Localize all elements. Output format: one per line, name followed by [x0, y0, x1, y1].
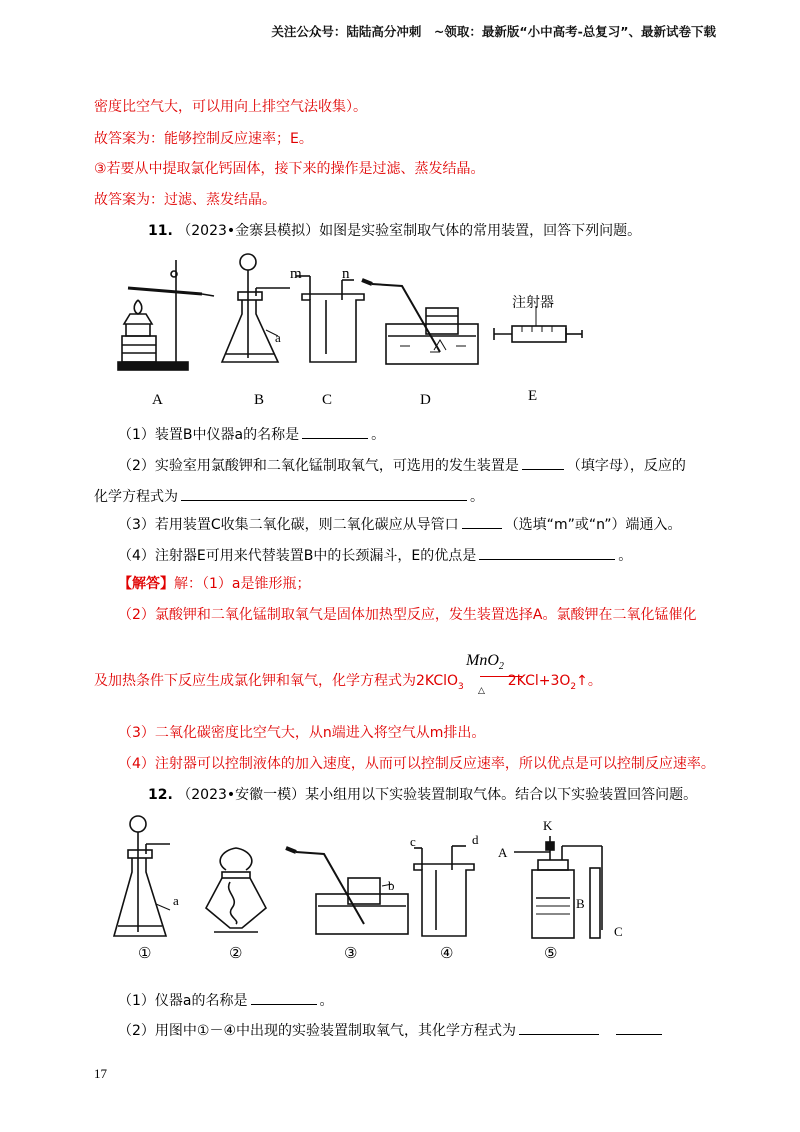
q11-answer-3: 及加热条件下反应生成氯化钾和氧气，化学方程式为2KClO$_3$ $2KCl+3O_2↑$。	[94, 673, 602, 692]
answer-blank[interactable]	[479, 545, 615, 560]
label-d: d	[472, 832, 479, 847]
answer-blank[interactable]	[251, 990, 317, 1005]
label-A: A	[498, 845, 508, 860]
q11-part-2: （2）实验室用氯酸钾和二氧化锰制取氧气，可选用的发生装置是 （填字母），反应的	[118, 455, 686, 475]
fig-label-3: ③	[344, 946, 358, 962]
question-text: （2023•安徽一模）某小组用以下实验装置制取气体。结合以下实验装置回答问题。	[177, 787, 698, 803]
answer-blank[interactable]	[462, 514, 502, 529]
answer-line: 故答案为：能够控制反应速率；E。	[94, 131, 313, 147]
fig-label-D: D	[420, 392, 431, 408]
answer-blank[interactable]	[181, 486, 467, 501]
question-text: （2023•金寨县模拟）如图是实验室制取气体的常用装置，回答下列问题。	[177, 223, 642, 239]
syringe-label: 注射器	[512, 295, 554, 311]
fig-label-A: A	[152, 392, 163, 408]
fig-label-1: ①	[138, 946, 152, 962]
label-B: B	[576, 896, 585, 911]
label-b: b	[388, 878, 395, 893]
answer-line: ③若要从中提取氯化钙固体，接下来的操作是过滤、蒸发结晶。	[94, 161, 485, 177]
fig-label-5: ⑤	[544, 946, 558, 962]
answer-blank[interactable]	[302, 424, 368, 439]
question-12-stem	[148, 784, 697, 804]
q12-part-1: （1）仪器a的名称是 。	[118, 990, 334, 1010]
label-a: a	[173, 893, 179, 908]
q11-answer-1: 【解答】解：（1）a是锥形瓶；	[118, 576, 311, 592]
fig-label-C: C	[322, 392, 333, 408]
page-number: 17	[94, 1066, 107, 1081]
label-m: m	[290, 266, 302, 282]
fig-label-B: B	[254, 392, 265, 408]
fig-label-E: E	[528, 388, 538, 404]
answer-blank[interactable]	[616, 1020, 662, 1035]
answer-line: 密度比空气大，可以用向上排空气法收集）。	[94, 99, 367, 115]
q11-answer-5: （4）注射器可以控制液体的加入速度，从而可以控制反应速率，所以优点是可以控制反应速率。	[118, 756, 715, 772]
question-number: 11.	[148, 223, 173, 239]
stand-base	[118, 362, 188, 370]
fig-label-4: ④	[440, 946, 454, 962]
q11-answer-4: （3）二氧化碳密度比空气大，从n端进入将空气从m排出。	[118, 725, 486, 741]
q11-answer-2: （2）氯酸钾和二氧化锰制取氧气是固体加热型反应，发生装置选择A。氯酸钾在二氧化锰催化	[118, 607, 697, 623]
label-a: a	[275, 330, 281, 345]
q11-part-2-cont: 化学方程式为 。	[94, 486, 484, 506]
q12-part-2: （2）用图中①－④中出现的实验装置制取氧气，其化学方程式为	[118, 1020, 665, 1040]
question-11-stem	[148, 220, 641, 240]
answer-line: 故答案为：过滤、蒸发结晶。	[94, 192, 276, 208]
question-number: 12.	[148, 787, 173, 803]
fig-label-2: ②	[229, 946, 243, 962]
catalyst-label: MnO$_2$	[466, 652, 504, 673]
page-header: 关注公众号：陆陆高分冲刺 ~领取：最新版“小中高考-总复习”、最新试卷下载	[271, 24, 716, 39]
answer-blank[interactable]	[519, 1020, 599, 1035]
heat-symbol: △	[478, 686, 485, 696]
label-C: C	[614, 924, 623, 939]
q11-part-3: （3）若用装置C收集二氧化碳，则二氧化碳应从导管口 （选填“m”或“n”）端通入。	[118, 514, 681, 534]
label-c: c	[410, 834, 416, 849]
answer-blank[interactable]	[522, 455, 564, 470]
q11-part-4: （4）注射器E可用来代替装置B中的长颈漏斗，E的优点是 。	[118, 545, 632, 565]
figure-q11-apparatus	[110, 250, 590, 410]
label-n: n	[342, 266, 350, 282]
label-K: K	[543, 818, 553, 833]
q11-part-1: （1）装置B中仪器a的名称是 。	[118, 424, 385, 444]
